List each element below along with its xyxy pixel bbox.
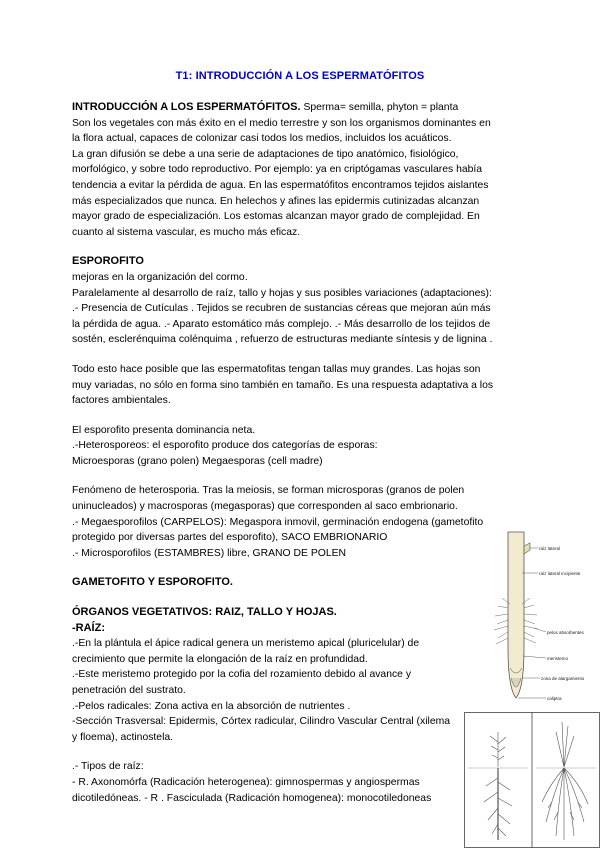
root-apex-svg [490, 528, 600, 713]
tipos-line: .- Tipos de raíz: [72, 761, 144, 773]
intro-line: tendencia a evitar la pérdida de agua. En las espermatófitos encontramos tejidos aislantes [72, 179, 489, 191]
intro-line: La gran difusión se debe a una serie de adaptaciones de tipo anatómico, fisiológico, [72, 148, 459, 160]
dominancia-line: El esporofito presenta dominancia neta. [72, 424, 256, 436]
organos-line: crecimiento que permite la elongación de la raíz en profundidad. [72, 653, 368, 665]
tallas-line: Todo esto hace posible que las espermatofitas tengan tallas muy grandes. Las hojas son [72, 363, 481, 375]
heterosporia-line: .- Microsporofilos (ESTAMBRES) libre, GRANO DE POLEN [72, 547, 347, 559]
heterosporia-line: .- Megaesporofilos (CARPELOS): Megaspora inmovil, germinación endogena (gametofito [72, 516, 484, 528]
dominancia-line: Microesporas (grano polen) Megaesporas (cell madre) [72, 455, 323, 467]
organos-line: .-En la plántula el ápice radical genera un meristemo apical (pluricelular) de [72, 638, 420, 650]
organos-line: penetración del sustrato. [72, 685, 186, 696]
heterosporia-line: uninucleados) y macrosporas (megasporas) que corresponden al saco embrionario. [72, 501, 458, 513]
root-types-illustration [464, 712, 600, 848]
intro-line: morfológico, y sobre todo reproductivo. Por ejemplo: ya en criptógamas vasculares había [72, 164, 483, 176]
label-raiz-lateral: raíz lateral [539, 546, 561, 551]
tallas-line: muy variadas, no sólo en forma sino también en tamaño. Es una respuesta adaptativa a los [72, 379, 494, 391]
dominancia-line: .-Heterosporeos: el esporofito produce dos categorías de esporas: [72, 440, 378, 452]
organos-line: .-Este meristemo protegido por la cofia del rozamiento debido al avance y [72, 669, 412, 681]
intro-line: mayor grado de especialización. Los estomas alcanzan mayor grado de complejidad. En [72, 211, 480, 223]
organos-heading: ÓRGANOS VEGETATIVOS: RAIZ, TALLO Y HOJAS. [72, 606, 337, 619]
intro-heading: INTRODUCCIÓN A LOS ESPERMATÓFITOS. [72, 101, 301, 113]
esporofito-line: Paralelamente al desarrollo de raíz, tallo y hojas y sus posibles variaciones (adaptaciones): [72, 287, 492, 299]
esporofito-heading: ESPOROFITO [72, 255, 144, 268]
intro-line: la flora actual, capaces de colonizar casi todos los medios, incluidos los acuáticos. [72, 133, 452, 145]
intro-line: Son los vegetales con más éxito en el medio terrestre y son los organismos dominantes en [72, 117, 491, 129]
document-body [72, 100, 532, 806]
heterosporia-line: protegido por diversas partes del esporofito), SACO EMBRIONARIO [72, 532, 388, 544]
tipos-line: dicotiledóneas. - R . Fasciculada (Radicación homogenea): monocotiledoneas [72, 792, 432, 804]
root-types-svg [464, 712, 600, 848]
organos-line: -Sección Trasversal: Epidermis, Córtex radicular, Cilindro Vascular Central (xilema [72, 716, 451, 728]
document-title: T1: INTRODUCCIÓN A LOS ESPERMATÓFITOS [175, 70, 425, 82]
organos-section [72, 605, 457, 806]
esporofito-line: la pérdida de agua. .- Aparato estomático más complejo. .- Más desarrollo de los tejidos de [72, 318, 491, 330]
label-pelos: pelos absorbentes [547, 630, 584, 635]
intro-line: más especializados que nunca. En helechos y afines las epidermis cutinizadas alcanzan [72, 195, 480, 207]
label-raiz-lateral-incipiente: raíz lateral incipiente [539, 571, 581, 576]
intro-heading-note: Sperma= semilla, phyton = planta [300, 102, 459, 113]
label-caliptra: caliptra [547, 696, 562, 701]
esporofito-line: sostén, esclerénquima colénquima , refuerzo de estructuras mediante síntesis y de lignina . [72, 334, 493, 346]
intro-heading-line [72, 100, 532, 116]
esporofito-line: .- Presencia de Cutículas . Tejidos se recubren de sustancias céreas que mejoran aún más [72, 303, 491, 315]
raiz-subheading: -RAÍZ: [72, 621, 105, 634]
gametofito-heading: GAMETOFITO Y ESPOROFITO. [72, 576, 233, 589]
label-zona: zona de alargamiento [541, 676, 585, 681]
esporofito-line: mejoras en la organización del cormo. [72, 271, 248, 283]
tipos-line: - R. Axonomórfa (Radicación heterogenea): gimnospermas y angiospermas [72, 776, 420, 788]
label-meristemo: meristemo [547, 656, 569, 661]
heterosporia-line: Fenómeno de heterosporia. Tras la meiosis, se forman microsporas (granos de polen [72, 485, 465, 497]
root-apex-illustration [490, 528, 600, 713]
organos-line: .-Pelos radicales: Zona activa en la absorción de nutrientes . [72, 700, 351, 712]
organos-line: y floema), actinostela. [72, 731, 174, 743]
tallas-line: factores ambientales. [72, 395, 171, 407]
intro-line: cuanto al sistema vascular, es mucho más eficaz. [72, 226, 301, 238]
